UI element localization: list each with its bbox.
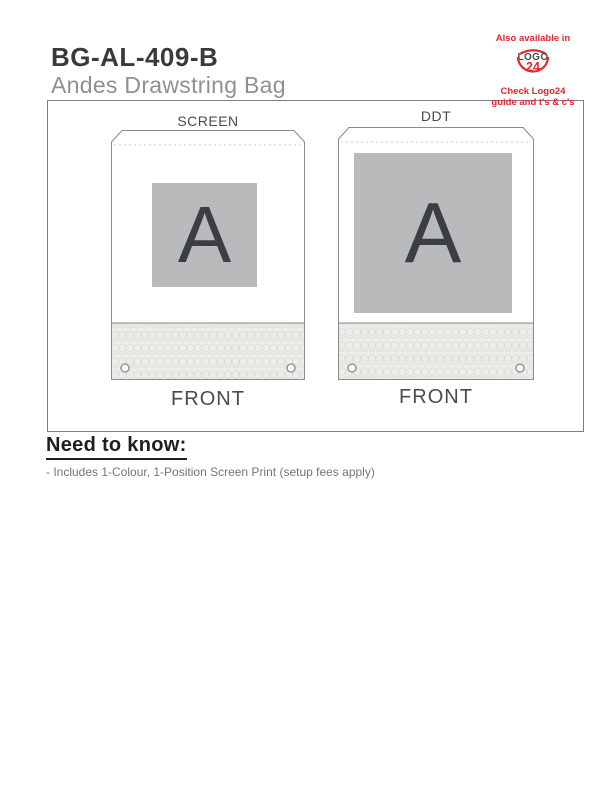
grommet-right-icon <box>287 364 295 372</box>
print-area-ddt <box>354 153 512 313</box>
grommet-left-icon <box>348 364 356 372</box>
grommet-right-icon <box>516 364 524 372</box>
need-to-know-note: - Includes 1-Colour, 1-Position Screen Print (setup fees apply) <box>46 465 375 479</box>
promo-available-text: Also available in <box>495 33 571 44</box>
product-code-title: BG-AL-409-B <box>51 42 219 72</box>
grommet-left-icon <box>121 364 129 372</box>
print-letter-ddt: A <box>404 185 462 281</box>
print-area-screen <box>152 183 257 287</box>
bottom-texture-panel <box>112 323 305 380</box>
product-name-subtitle: Andes Drawstring Bag <box>51 72 286 98</box>
logo24-promo-block <box>463 33 603 108</box>
need-to-know-heading: Need to know: <box>46 434 187 460</box>
side-label-screen: FRONT <box>171 388 245 410</box>
print-letter-screen: A <box>177 190 232 279</box>
side-label-ddt: FRONT <box>399 386 473 408</box>
promo-check-line2: guide and t's & c's <box>491 97 575 108</box>
print-method-label-ddt: DDT <box>420 108 452 124</box>
print-method-label-screen: SCREEN <box>177 113 239 129</box>
promo-check-line1: Check Logo24 <box>500 86 566 97</box>
logo24-number: 24 <box>526 60 540 74</box>
logo24-word: LOGO <box>517 52 549 63</box>
logo24-badge <box>463 45 603 85</box>
bottom-texture-panel <box>339 323 534 380</box>
logo24-badge-icon <box>511 45 555 85</box>
